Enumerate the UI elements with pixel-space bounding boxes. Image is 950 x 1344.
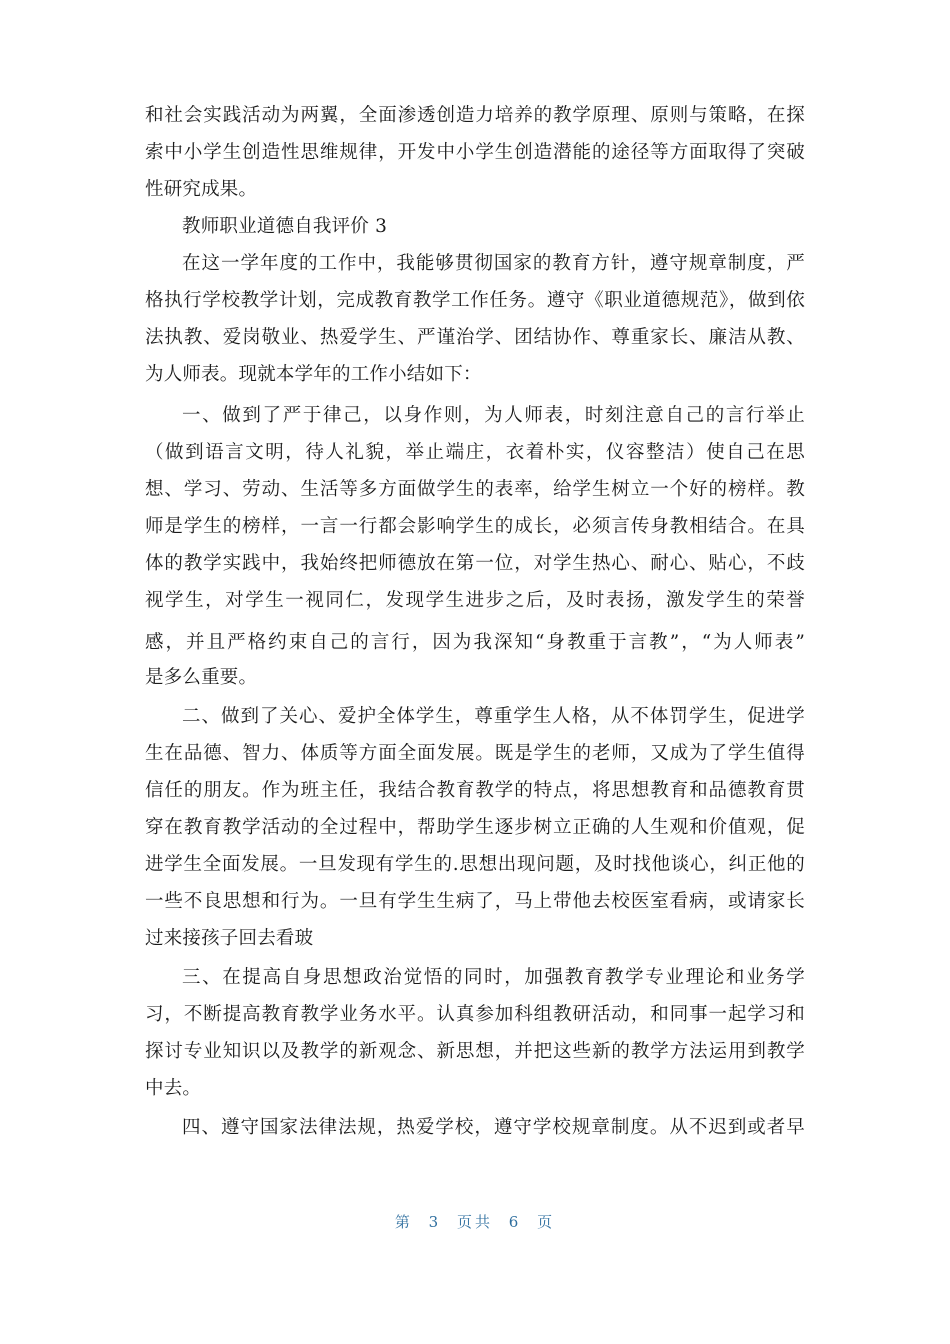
text-line: 生在品德、智力、体质等方面全面发展。既是学生的老师，又成为了学生值得 (145, 743, 805, 764)
text-line: 在这一学年度的工作中，我能够贯彻国家的教育方针，遵守规章制度，严 (182, 253, 805, 274)
text-line: 想、学习、劳动、生活等多方面做学生的表率，给学生树立一个好的榜样。教 (145, 479, 805, 500)
text-line: 一些不良思想和行为。一旦有学生生病了，马上带他去校医室看病，或请家长 (145, 891, 805, 912)
footer-current-page: 3 (428, 1213, 442, 1231)
text-line: 二、做到了关心、爱护全体学生，尊重学生人格，从不体罚学生，促进学 (182, 706, 805, 727)
text-line: 格执行学校教学计划，完成教育教学工作任务。遵守《职业道德规范》，做到依 (145, 290, 805, 311)
text-line: 法执教、爱岗敬业、热爱学生、严谨治学、团结协作、尊重家长、廉洁从教、 (145, 327, 805, 348)
text-line: 探讨专业知识以及教学的新观念、新思想，并把这些新的教学方法运用到教学 (145, 1041, 805, 1062)
text-line: 和社会实践活动为两翼，全面渗透创造力培养的教学原理、原则与策略，在探 (145, 105, 805, 126)
footer-total-pages: 6 (508, 1213, 522, 1231)
page-number-footer (0, 1212, 950, 1232)
text-line: 习，不断提高教育教学业务水平。认真参加科组教研活动，和同事一起学习和 (145, 1004, 805, 1025)
section-heading: 教师职业道德自我评价 3 (182, 216, 388, 237)
text-line: 是多么重要。 (145, 667, 258, 688)
text-line: 体的教学实践中，我始终把师德放在第一位，对学生热心、耐心、贴心，不歧 (145, 553, 805, 574)
text-line: 感，并且严格约束自己的言行，因为我深知“身教重于言教”，“为人师表” (145, 632, 805, 653)
text-line: 信任的朋友。作为班主任，我结合教育教学的特点，将思想教育和品德教育贯 (145, 780, 805, 801)
text-line: 性研究成果。 (145, 179, 258, 200)
text-line: 为人师表。现就本学年的工作小结如下： (145, 364, 482, 385)
text-line: 索中小学生创造性思维规律，开发中小学生创造潜能的途径等方面取得了突破 (145, 142, 805, 163)
text-line: 师是学生的榜样，一言一行都会影响学生的成长，必须言传身教相结合。在具 (145, 516, 805, 537)
text-line: 中去。 (145, 1078, 202, 1099)
text-line: 视学生，对学生一视同仁，发现学生进步之后，及时表扬，激发学生的荣誉 (145, 590, 805, 611)
footer-suffix: 页 (537, 1213, 556, 1231)
text-line: （做到语言文明，待人礼貌，举止端庄，衣着朴实，仪容整洁）使自己在思 (145, 442, 805, 463)
text-line: 一、做到了严于律己，以身作则，为人师表，时刻注意自己的言行举止 (182, 405, 805, 426)
text-line: 四、遵守国家法律法规，热爱学校，遵守学校规章制度。从不迟到或者早 (182, 1117, 805, 1138)
text-line: 过来接孩子回去看玻 (145, 928, 314, 949)
footer-middle: 页共 (456, 1213, 493, 1231)
text-line: 穿在教育教学活动的全过程中，帮助学生逐步树立正确的人生观和价值观，促 (145, 817, 805, 838)
text-line: 三、在提高自身思想政治觉悟的同时，加强教育教学专业理论和业务学 (182, 967, 805, 988)
footer-prefix: 第 (394, 1213, 413, 1231)
text-line: 进学生全面发展。一旦发现有学生的.思想出现问题，及时找他谈心，纠正他的 (145, 854, 805, 875)
